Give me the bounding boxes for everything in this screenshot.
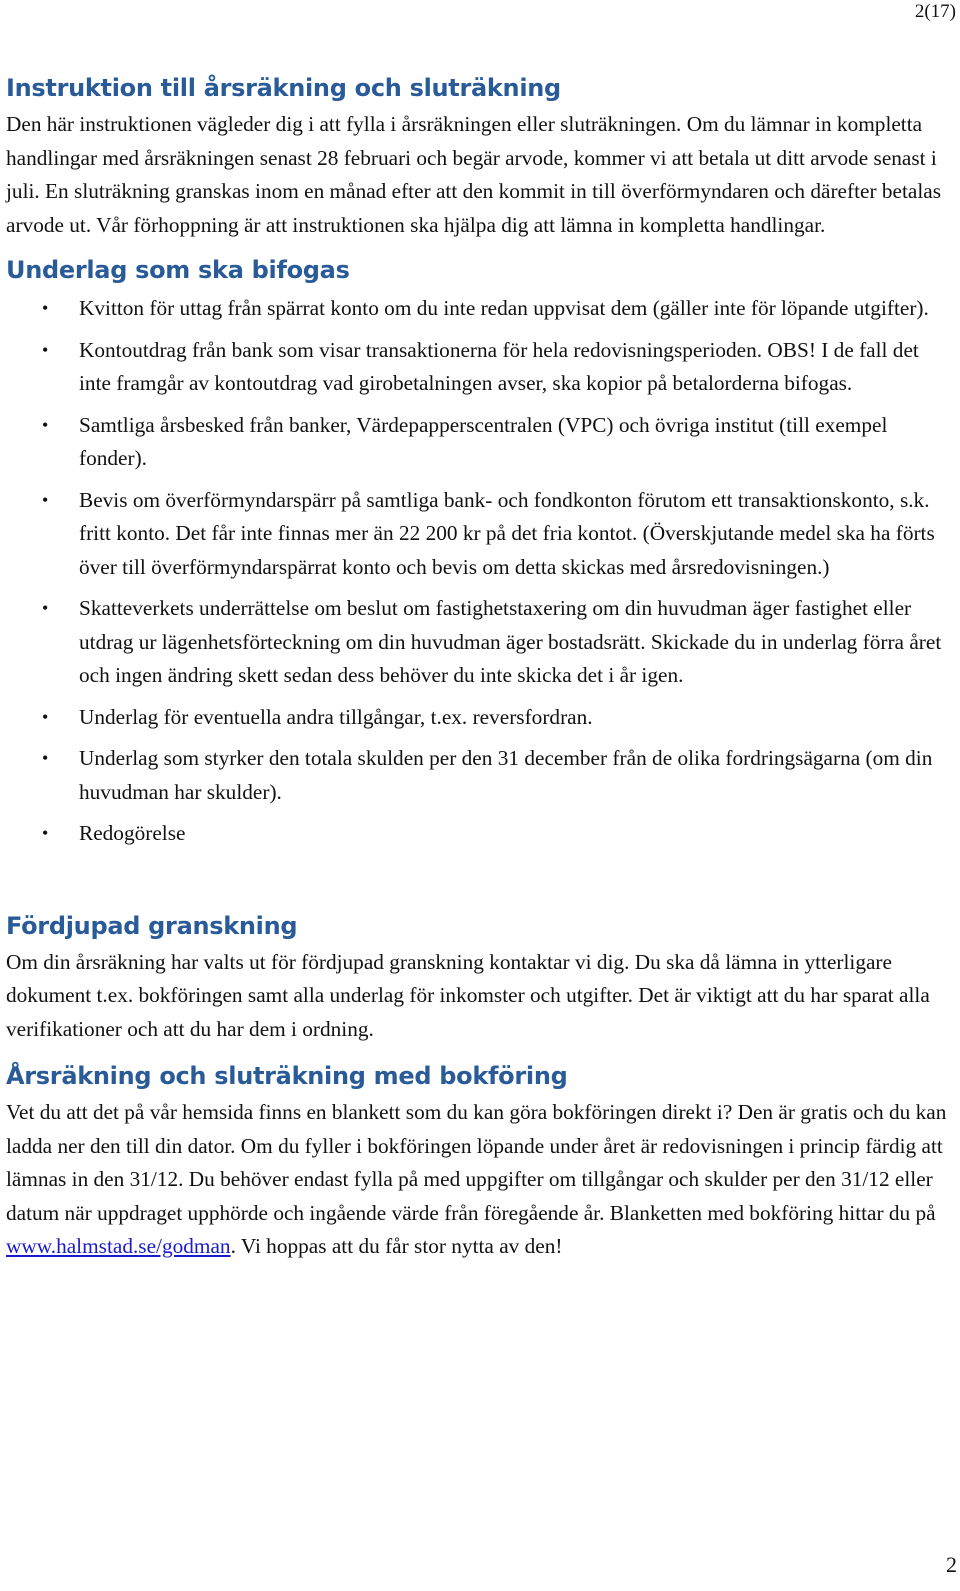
- list-item: [6, 484, 956, 585]
- list-item-text: Kontoutdrag från bank som visar transaktionerna för hela redovisningsperioden. OBS! I de fall det inte framgår av kontoutdrag vad girobetalningen avser, ska kopior på betalorderna bifogas.: [79, 337, 919, 395]
- bullet-icon: •: [42, 489, 49, 510]
- page-number-top: 2(17): [914, 1, 956, 22]
- bullet-icon: •: [42, 748, 49, 768]
- list-item: [6, 817, 956, 851]
- list-item-text: Skatteverkets underrättelse om beslut om fastighetstaxering om din huvudman äger fastighet eller utdrag ur lägenhetsförteckning om din huvudman äger bostadsrätt. Skickade du in underlag förra året och ingen ändring skett sedan dess behöver du inte skicka det i år igen.: [79, 596, 942, 687]
- bookkeeping-text: Vet du att det på vår hemsida finns en blankett som du kan göra bokföringen direkt i? Den är gratis och du kan ladda ner den till din dator. Om du fyller i bokföringen löpande under året är redovisningen i princip färdig att lämnas in den 31/12. Du behöver endast fylla på med uppgifter om tillgångar och skulder per den 31/12 eller datum när uppdraget upphörde och ingående värde från föregående år. Blanketten med bokföring hittar du på: [6, 1100, 947, 1225]
- list-item: [6, 701, 956, 735]
- page-number-bottom: 2: [946, 1552, 957, 1577]
- list-item-text: Bevis om överförmyndarspärr på samtliga bank- och fondkonton förutom ett transaktionskonto, s.k. fritt konto. Det får inte finnas mer än 22 200 kr på det fria kontot. (Överskjutande medel ska ha förts över till överförmyndarspärrat konto och bevis om detta skickas med årsredovisningen.): [79, 487, 935, 579]
- heading-bookkeeping: Årsräkning och sluträkning med bokföring: [6, 1062, 568, 1090]
- bullet-icon: •: [42, 298, 49, 318]
- list-item: [6, 742, 956, 809]
- attachments-list: [6, 292, 956, 851]
- bookkeeping-paragraph: [6, 1096, 956, 1264]
- bookkeeping-text-end: . Vi hoppas att du får stor nytta av den!: [230, 1234, 563, 1258]
- bullet-icon: •: [42, 414, 49, 435]
- heading-in-depth-review: Fördjupad granskning: [6, 911, 298, 940]
- bullet-icon: •: [42, 706, 49, 727]
- bullet-icon: •: [42, 339, 49, 360]
- list-item-text: Underlag för eventuella andra tillgångar, t.ex. reversfordran.: [79, 704, 593, 729]
- heading-attachments: Underlag som ska bifogas: [6, 256, 350, 284]
- bullet-icon: •: [42, 598, 49, 618]
- document-body: [6, 68, 956, 1264]
- list-item: [6, 292, 956, 326]
- intro-paragraph: Den här instruktionen vägleder dig i att fylla i årsräkningen eller sluträkningen. Om du lämnar in kompletta handlingar med årsräkningen senast 28 februari och begär arvode, kommer vi att betala ut ditt arvode senast i juli. En sluträkning granskas inom en månad efter att den kommit in till överförmyndaren och därefter betalas arvode ut. Vår förhoppning är att instruktionen ska hjälpa dig att lämna in kompletta handlingar.: [6, 112, 942, 237]
- list-item-text: Kvitton för uttag från spärrat konto om du inte redan uppvisat dem (gäller inte för löpande utgifter).: [79, 296, 929, 320]
- list-item-text: Underlag som styrker den totala skulden per den 31 december från de olika fordringsägarna (om din huvudman har skulder).: [79, 746, 933, 804]
- bullet-icon: •: [42, 823, 49, 843]
- list-item-text: Samtliga årsbesked från banker, Värdepapperscentralen (VPC) och övriga institut (till exempel fonder).: [79, 412, 888, 470]
- list-item: [6, 592, 956, 693]
- halmstad-godman-link[interactable]: www.halmstad.se/godman: [6, 1234, 231, 1258]
- list-item: [6, 334, 956, 401]
- heading-instruction: Instruktion till årsräkning och sluträkning: [6, 74, 561, 102]
- list-item: [6, 409, 956, 476]
- list-item-text: Redogörelse: [79, 821, 186, 845]
- in-depth-review-paragraph: Om din årsräkning har valts ut för fördjupad granskning kontaktar vi dig. Du ska då lämna in ytterligare dokument t.ex. bokföringen samt alla underlag för inkomster och utgifter. Det är viktigt att du har sparat alla verifikationer och att du har dem i ordning.: [6, 949, 930, 1041]
